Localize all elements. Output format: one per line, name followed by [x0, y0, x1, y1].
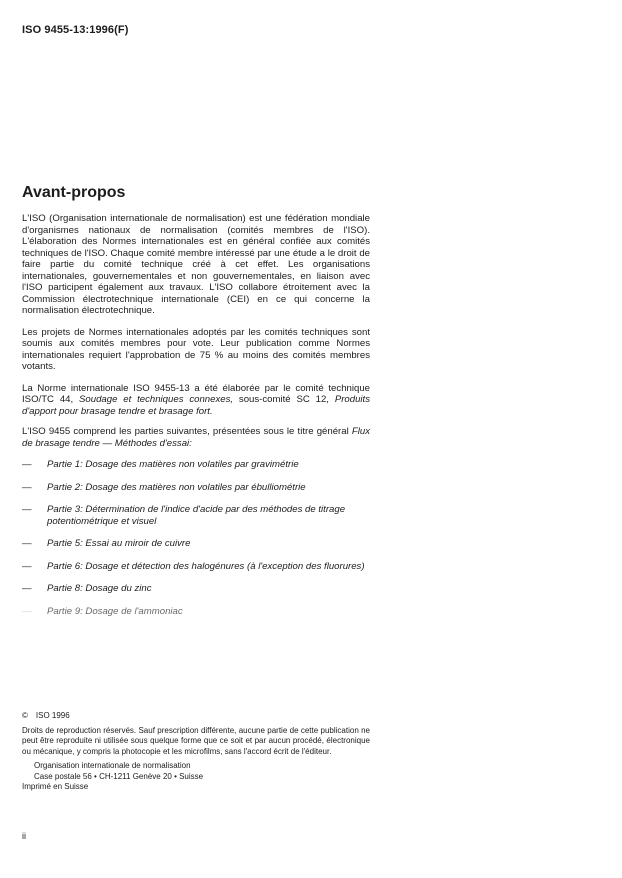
paragraph-drafts: Les projets de Normes internationales adoptés par les comités techniques sont soumis aux comités membres pour vote. Leur publication comme Normes internationales requiert l'approbation de 75 % au moins des comités membres votants.	[22, 326, 370, 372]
list-item	[22, 561, 370, 573]
part-title: Partie 9: Dosage de l'ammoniac	[47, 605, 183, 617]
list-item	[22, 459, 370, 471]
dash: —	[22, 504, 32, 515]
dash: —	[22, 538, 32, 549]
copyright-symbol: ©	[22, 711, 28, 720]
paragraph-parts-intro	[22, 426, 370, 449]
organisation-name: Organisation internationale de normalisation	[34, 761, 191, 770]
rights-notice: Droits de reproduction réservés. Sauf prescription différente, aucune partie de cette publication ne peut être reproduite ni utilisée sous quelque forme que ce soit et par aucun procédé, électronique ou mécanique, y compris la photocopie et les microfilms, sans l'accord écrit de l'éditeur.	[22, 725, 370, 756]
dash: —	[22, 459, 32, 470]
dash: —	[22, 481, 32, 493]
committee-text: La Norme internationale ISO 9455-13 a été élaborée par le comité technique ISO/TC 44,	[22, 382, 370, 405]
dash: —	[22, 583, 32, 594]
page-number: ii	[22, 831, 26, 841]
list-item	[22, 606, 370, 618]
part-title: Partie 2: Dosage des matières non volatiles par ébulliométrie	[47, 481, 306, 493]
subcommittee-text: sous-comité SC 12,	[238, 394, 329, 405]
list-item	[22, 504, 370, 527]
postal-address: Case postale 56 • CH-1211 Genève 20 • Suisse	[34, 771, 204, 781]
printed-in: Imprimé en Suisse	[22, 782, 89, 791]
part-title: Partie 8: Dosage du zinc	[47, 583, 152, 594]
foreword-body	[22, 213, 370, 628]
copyright-block	[22, 711, 370, 793]
subcommittee-name: Produits d'apport pour brasage tendre et brasage fort.	[22, 394, 371, 417]
parts-intro-text: L'ISO 9455 comprend les parties suivantes, présentées sous le titre général	[22, 426, 349, 437]
committee-name: Soudage et techniques connexes,	[79, 394, 234, 405]
copyright-owner: ISO 1996	[35, 711, 70, 720]
document-header: ISO 9455-13:1996(F)	[22, 24, 129, 36]
paragraph-iso-intro: L'ISO (Organisation internationale de normalisation) est une fédération mondiale d'organismes nationaux de normalisation (comités membres de l'ISO). L'élaboration des Normes internationales est en général confiée aux comités techniques de l'ISO. Chaque comité membre intéressé par une étude a le droit de faire partie du comité technique créé à cet effet. Les organisations internationales, gouvernementales et non gouvernementales, en liaison avec l'ISO participent également aux travaux. L'ISO collabore étroitement avec la Commission électrotechnique internationale (CEI) en ce qui concerne la normalisation électrotechnique.	[22, 213, 370, 316]
part-title: Partie 6: Dosage et détection des halogénures (à l'exception des fluorures)	[47, 560, 365, 572]
paragraph-committee	[22, 383, 370, 418]
dash: —	[22, 560, 32, 572]
section-title: Avant-propos	[22, 184, 126, 201]
list-item	[22, 538, 370, 550]
part-title: Partie 3: Détermination de l'indice d'acide par des méthodes de titrage potentiométrique et visuel	[47, 504, 346, 527]
list-item	[22, 482, 370, 494]
parts-list	[22, 459, 370, 617]
general-title: Flux de brasage tendre — Méthodes d'essai:	[22, 426, 370, 449]
part-title: Partie 5: Essai au miroir de cuivre	[47, 538, 191, 549]
part-title: Partie 1: Dosage des matières non volatiles par gravimétrie	[47, 459, 299, 470]
dash: —	[22, 605, 32, 617]
copyright-line	[22, 711, 370, 722]
list-item	[22, 583, 370, 595]
